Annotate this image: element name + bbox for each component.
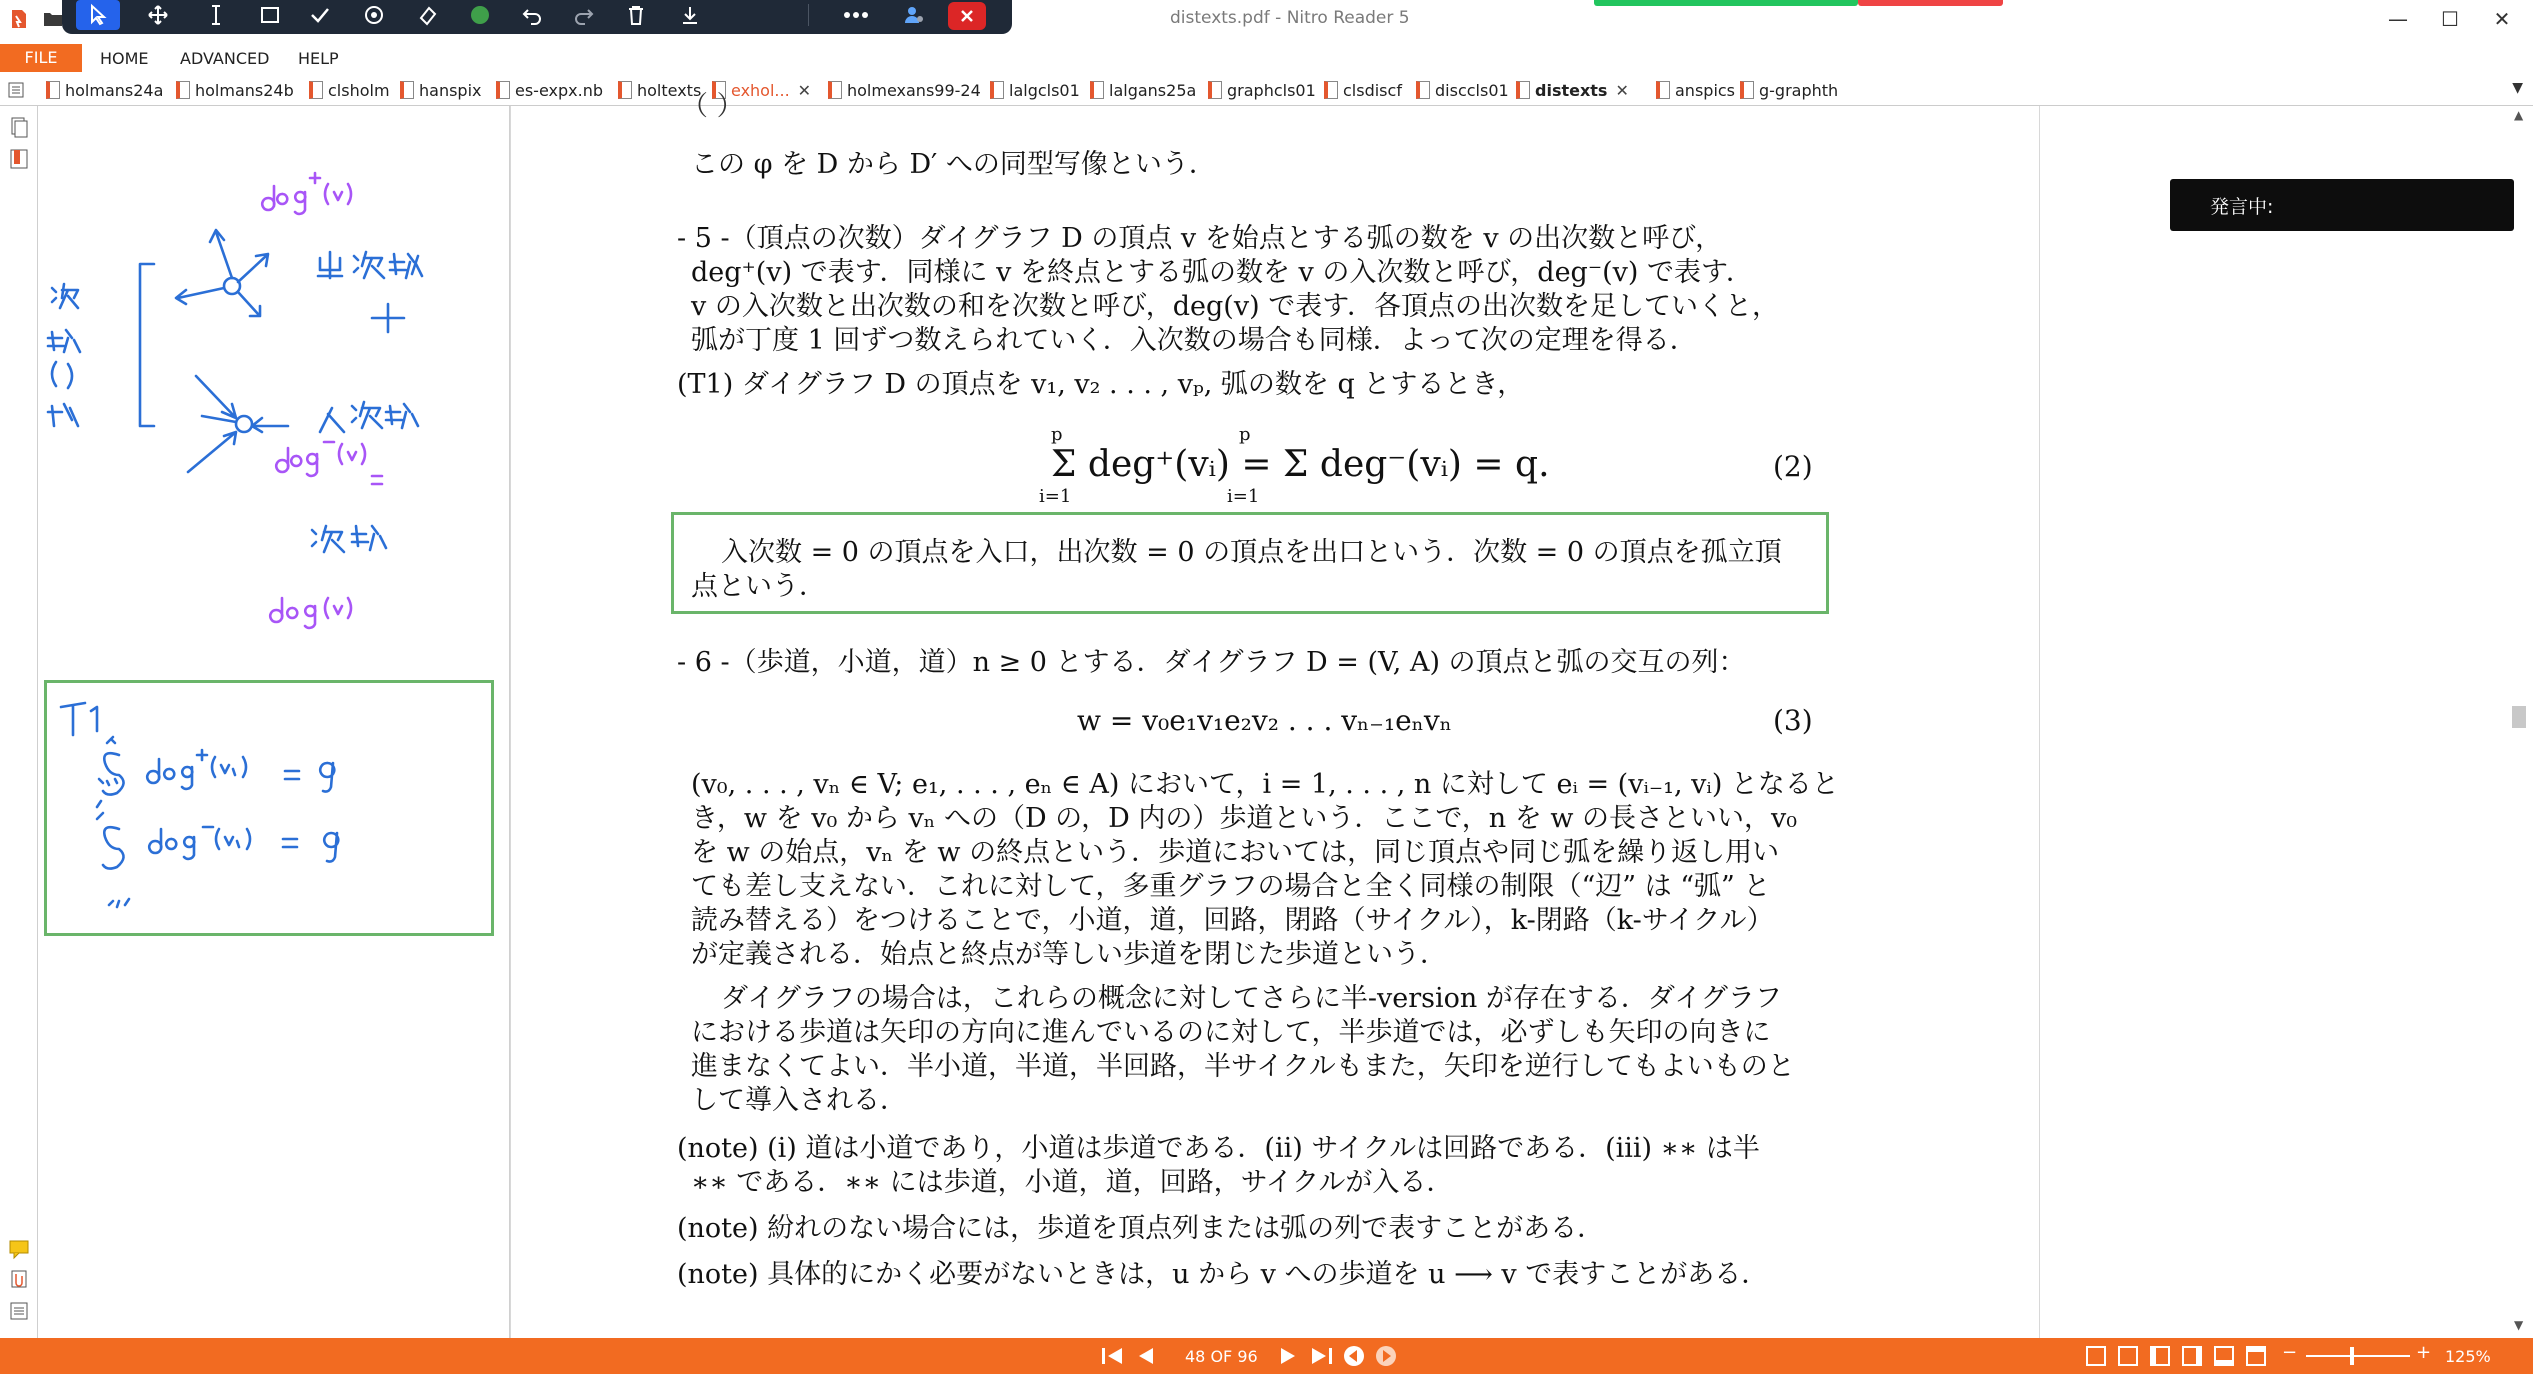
ink-in-vertex [188, 376, 288, 472]
zoom-out-icon[interactable]: − [2282, 1342, 2298, 1363]
recording-indicator-red [1858, 0, 2003, 6]
equation-3: w = v₀e₁v₁e₂v₂ . . . vₙ₋₁eₙvₙ [1077, 704, 1452, 737]
tab-label: clsholm [328, 80, 390, 100]
pages-panel-icon[interactable] [8, 116, 30, 138]
ink-deg-v [270, 598, 351, 628]
tab-label: disccls01 [1435, 80, 1509, 100]
page-indicator[interactable]: 48 OF 96 [1185, 1347, 1258, 1366]
ink-out-vertex [176, 230, 268, 316]
settings-user-button[interactable] [892, 0, 936, 30]
handwritten-notes-panel [38, 106, 510, 1338]
doc-line: (v₀, . . . , vₙ ∈ V; e₁, . . . , eₙ ∈ A) において，i = 1, . . . , n に対して eᵢ = (vᵢ₋₁, vᵢ) となると [691, 769, 1839, 800]
next-page-icon[interactable] [1278, 1346, 1298, 1366]
tab-label: lalgcls01 [1009, 80, 1080, 100]
doc-line: (T1) ダイグラフ D の頂点を v₁, v₂ . . . , vₚ, 弧の数を q とするとき， [677, 369, 1525, 400]
tab-label: graphcls01 [1227, 80, 1316, 100]
color-swatch-icon [469, 4, 491, 26]
tab-label: hanspix [419, 80, 482, 100]
single-page-view-icon[interactable] [2086, 1346, 2106, 1366]
pdf-file-icon [46, 81, 60, 99]
toolbar-separator [808, 4, 809, 26]
minimize-button[interactable]: — [2388, 7, 2408, 31]
facing-view-icon[interactable] [2150, 1346, 2170, 1366]
select-pointer-tool[interactable] [76, 0, 120, 30]
pdf-file-icon [496, 81, 510, 99]
sum-lower-limit: i=1 [1039, 486, 1072, 507]
pdf-file-icon [176, 81, 190, 99]
doc-line: deg⁺(v) で表す．同様に v を終点とする弧の数を v の入次数と呼び，deg⁻(v) で表す． [691, 257, 1753, 288]
scroll-down-arrow-icon[interactable]: ▼ [2514, 1318, 2524, 1332]
ink-deg-minus [276, 442, 382, 484]
last-page-icon[interactable] [1308, 1346, 1334, 1366]
pdf-file-icon [400, 81, 414, 99]
undo-button[interactable] [510, 0, 554, 30]
equation-3-number: (3) [1773, 704, 1813, 737]
menu-help[interactable]: HELP [298, 49, 339, 68]
more-options-button[interactable] [834, 0, 878, 30]
open-folder-icon[interactable] [42, 8, 64, 30]
previous-page-icon[interactable] [1136, 1346, 1156, 1366]
save-download-button[interactable] [668, 0, 712, 30]
delete-button[interactable] [614, 0, 658, 30]
doc-line: ダイグラフの場合は，これらの概念に対してさらに半-version が存在する．ダイグラフ [721, 983, 1782, 1014]
maximize-button[interactable]: ☐ [2441, 7, 2459, 31]
fit-page-icon[interactable] [2246, 1346, 2266, 1366]
pdf-page [510, 91, 2040, 1338]
equation-2-number: (2) [1773, 450, 1813, 483]
first-page-icon[interactable] [1100, 1346, 1126, 1366]
tab-label: holmans24a [65, 80, 164, 100]
tab-label: holmexans99-24 [847, 80, 981, 100]
redo-button[interactable] [562, 0, 606, 30]
ink-bracket [140, 264, 154, 426]
tab-label: distexts [1535, 80, 1608, 100]
previous-view-icon[interactable] [1342, 1344, 1366, 1368]
redo-icon [573, 4, 595, 26]
tab-es-expx[interactable] [496, 76, 603, 104]
pen-color-button[interactable] [458, 0, 502, 30]
menu-home[interactable]: HOME [100, 49, 149, 68]
pointer-icon [88, 4, 108, 26]
tab-label: holmans24b [195, 80, 294, 100]
equation-2: Σ deg⁺(vᵢ) = Σ deg⁻(vᵢ) = q. [1051, 444, 1550, 485]
close-tab-icon[interactable]: ✕ [797, 80, 812, 100]
doc-line: して導入される． [691, 1085, 907, 1116]
doc-line: 進まなくてよい．半小道，半道，半回路，半サイクルもまた，矢印を逆行してもよいものと [691, 1051, 1795, 1082]
zoom-in-icon[interactable]: + [2416, 1342, 2432, 1363]
document-viewer[interactable] [510, 91, 2040, 1338]
tab-holmans24b[interactable] [176, 76, 294, 104]
attachments-panel-icon[interactable] [8, 1268, 30, 1290]
rectangle-icon [259, 4, 281, 26]
undo-icon [521, 4, 543, 26]
doc-line: を w の始点，vₙ を w の終点という．歩道においては，同じ頂点や同じ弧を繰り返し用い [691, 837, 1780, 868]
more-dots-icon [843, 11, 869, 19]
checkmark-icon [309, 4, 331, 26]
close-window-button[interactable]: ✕ [2493, 7, 2511, 31]
doc-line: 弧が丁度 1 回ずつ数えられていく．入次数の場合も同様．よって次の定理を得る． [691, 325, 1697, 356]
tab-label: clsdiscf [1343, 80, 1402, 100]
doc-line: 点という． [691, 571, 826, 602]
fit-width-icon[interactable] [2214, 1346, 2234, 1366]
trash-icon [625, 4, 647, 26]
sum-upper-limit: p [1051, 424, 1063, 445]
doc-line: - 5 -（頂点の次数）ダイグラフ D の頂点 v を始点とする弧の数を v の出次数と呼び， [677, 223, 1723, 254]
vertical-scrollbar-thumb[interactable] [2512, 706, 2526, 728]
user-settings-icon [903, 4, 925, 26]
ink-in-degree-kanji [320, 402, 418, 432]
download-icon [679, 4, 701, 26]
doc-line: き，w を v₀ から vₙ への（D の，D 内の）歩道という．ここで，n を w の長さといい，v₀ [691, 803, 1798, 834]
doc-line: ても差し支えない．これに対して，多重グラフの場合と全く同様の制限（“辺” は “弧” と [691, 871, 1771, 902]
doc-line: (note) (i) 道は小道であり，小道は歩道である．(ii) サイクルは回路である．(iii) ∗∗ は半 [677, 1133, 1760, 1164]
doc-line: この φ を D から D′ への同型写像という． [691, 149, 1216, 180]
status-bar [0, 1338, 2533, 1374]
pdf-file-icon [309, 81, 323, 99]
tab-clsholm[interactable] [309, 76, 390, 104]
output-panel-icon[interactable] [8, 1300, 30, 1322]
sum-upper-limit-2: p [1239, 424, 1251, 445]
tab-label: g-graphth [1759, 80, 1839, 100]
tab-hanspix[interactable] [400, 76, 482, 104]
tab-overflow-chevron-icon[interactable]: ▼ [2512, 80, 2523, 96]
zoom-slider-track[interactable] [2306, 1355, 2410, 1357]
ribbon-menu-bar [0, 40, 2533, 74]
theorem-ink [47, 683, 491, 933]
speaking-indicator: 発言中: [2170, 179, 2514, 231]
clipped-previous-line: （ ） [681, 91, 744, 122]
right-margin-area [2040, 106, 2533, 1338]
scroll-up-arrow-icon[interactable]: ▲ [2514, 108, 2524, 122]
zoom-slider-handle[interactable] [2350, 1347, 2354, 1365]
left-rail [0, 106, 38, 1338]
next-view-icon[interactable] [1374, 1344, 1398, 1368]
tab-label: exhol... [731, 80, 790, 100]
notes-theorem-box [44, 680, 494, 936]
ink-plus-sign [372, 304, 404, 332]
zoom-level[interactable]: 125% [2445, 1347, 2491, 1366]
eraser-tool[interactable] [406, 0, 450, 30]
nitro-logo-icon [8, 8, 28, 30]
continuous-view-icon[interactable] [2118, 1346, 2138, 1366]
check-tool[interactable] [298, 0, 342, 30]
menu-file[interactable]: FILE [0, 44, 82, 72]
doc-line: 読み替える）をつけることで，小道，道，回路，閉路（サイクル），k-閉路（k-サイクル） [691, 905, 1774, 936]
ink-degree-sum-kanji [48, 284, 80, 426]
doc-line: が定義される．始点と終点が等しい歩道を閉じた歩道という． [691, 939, 1447, 970]
doc-line: ∗∗ である．∗∗ には歩道，小道，道，回路，サイクルが入る． [691, 1167, 1454, 1198]
ink-pen-tool[interactable] [352, 0, 396, 30]
recording-indicator-green [1594, 0, 1858, 6]
tab-holmans24a[interactable] [46, 76, 163, 104]
tab-list-icon[interactable] [8, 82, 24, 98]
tab-label: anspics [1675, 80, 1736, 100]
close-icon [959, 8, 975, 24]
tab-label: holtexts [637, 80, 702, 100]
bookmarks-panel-icon[interactable] [8, 148, 30, 170]
ink-degree-kanji [312, 526, 386, 552]
doc-line: v の入次数と出次数の和を次数と呼び，deg(v) で表す．各頂点の出次数を足していくと， [691, 291, 1780, 322]
eraser-icon [417, 4, 439, 26]
doc-line: (note) 具体的にかく必要がないときは，u から v への歩道を u ⟶ v で表すことがある． [677, 1259, 1769, 1290]
window-title: distexts.pdf - Nitro Reader 5 [1170, 8, 1410, 28]
text-cursor-tool[interactable] [194, 0, 238, 30]
menu-advanced[interactable]: ADVANCED [180, 49, 270, 68]
facing-continuous-view-icon[interactable] [2182, 1346, 2202, 1366]
move-arrows-icon [147, 4, 169, 26]
ink-out-degree-kanji [318, 252, 422, 278]
text-cursor-icon [208, 4, 224, 26]
doc-line: (note) 紛れのない場合には，歩道を頂点列または弧の列で表すことがある． [677, 1213, 1605, 1244]
pen-toolbar [62, 0, 1012, 34]
rectangle-tool[interactable] [248, 0, 292, 30]
close-toolbar-button[interactable] [948, 2, 986, 30]
pen-tip-icon [363, 4, 385, 26]
tab-label: lalgans25a [1109, 80, 1197, 100]
comments-panel-icon[interactable] [8, 1238, 30, 1260]
doc-line: 入次数 = 0 の頂点を入口，出次数 = 0 の頂点を出口という．次数 = 0 の頂点を孤立頂 [721, 537, 1782, 568]
doc-line: - 6 -（歩道，小道，道）n ≥ 0 とする．ダイグラフ D = (V, A) の頂点と弧の交互の列： [677, 647, 1746, 678]
close-tab-icon[interactable]: ✕ [1615, 80, 1629, 100]
sum-lower-limit-2: i=1 [1227, 486, 1260, 507]
ink-deg-plus [262, 173, 351, 214]
doc-line: における歩道は矢印の方向に進んでいるのに対して，半歩道では，必ずしも矢印の向きに [691, 1017, 1771, 1048]
pdf-file-icon [618, 81, 632, 99]
tab-label: es-expx.nb [515, 80, 603, 100]
pan-tool[interactable] [136, 0, 180, 30]
